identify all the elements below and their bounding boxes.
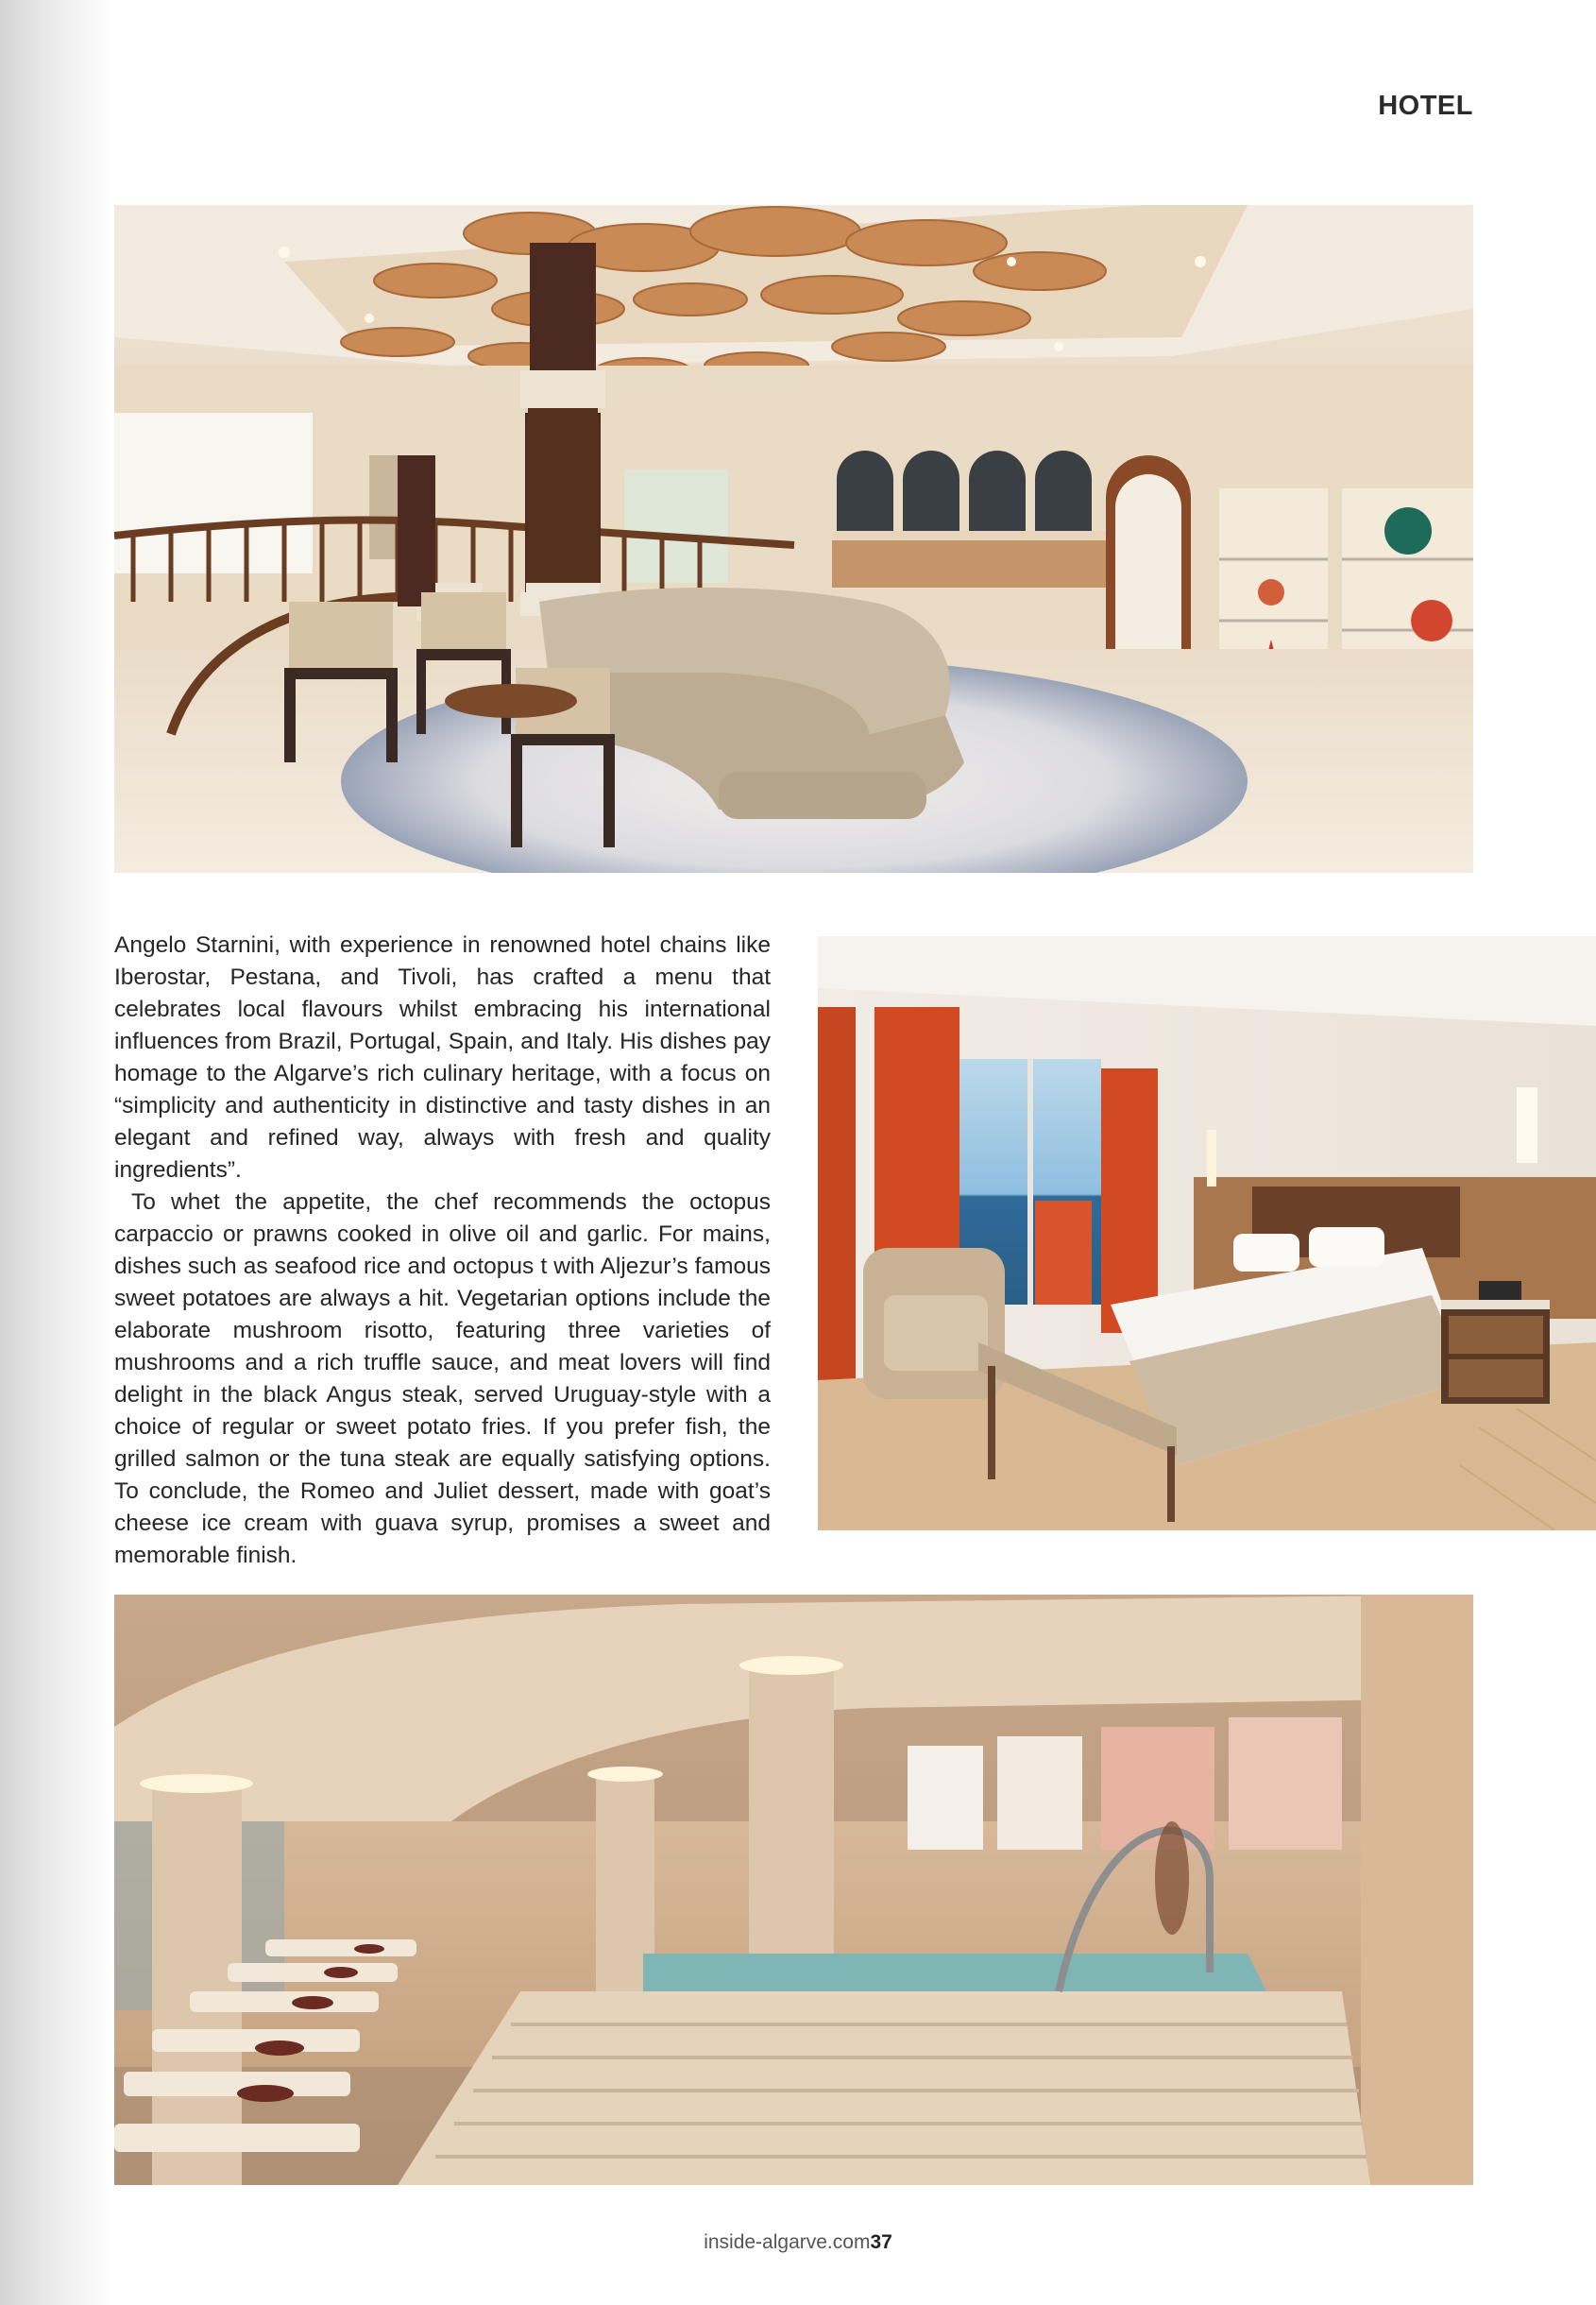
hotel-lobby-photo <box>114 205 1473 873</box>
page-gutter-shadow <box>0 0 113 2305</box>
page-footer <box>0 2231 1596 2254</box>
indoor-pool-spa-photo <box>114 1595 1473 2185</box>
page-number: 37 <box>870 2231 892 2253</box>
article-paragraph: Angelo Starnini, with experience in renowned hotel chains like Iberostar, Pestana, and Tivoli, has crafted a menu that celebrates local flavours whilst embracing his international influences from Brazil, Portugal, Spain, and Italy. His dishes pay homage to the Algarve’s rich culinary heritage, with a focus on “simplicity and authenticity in distinctive and tasty dishes in an elegant and refined way, always with fresh and quality ingredients”. <box>114 932 771 1183</box>
section-label: HOTEL <box>1378 91 1473 121</box>
hotel-bedroom-photo <box>818 936 1596 1530</box>
footer-site: inside-algarve.com <box>704 2231 871 2253</box>
article-body <box>114 930 771 1572</box>
article-paragraph: To whet the appetite, the chef recommends the octopus carpaccio or prawns cooked in olive oil and garlic. For mains, dishes such as seafood rice and octopus t with Aljezur’s famous sweet potatoes are always a hit. Vegetarian options include the elaborate mushroom risotto, featuring three varieties of mushrooms and a rich truffle sauce, and meat lovers will find delight in the black Angus steak, served Uruguay-style with a choice of regular or sweet potato fries. If you prefer fish, the grilled salmon or the tuna steak are equally satisfying options. To conclude, the Romeo and Juliet dessert, made with goat’s cheese ice cream with guava syrup, promises a sweet and memorable finish. <box>114 1189 771 1568</box>
